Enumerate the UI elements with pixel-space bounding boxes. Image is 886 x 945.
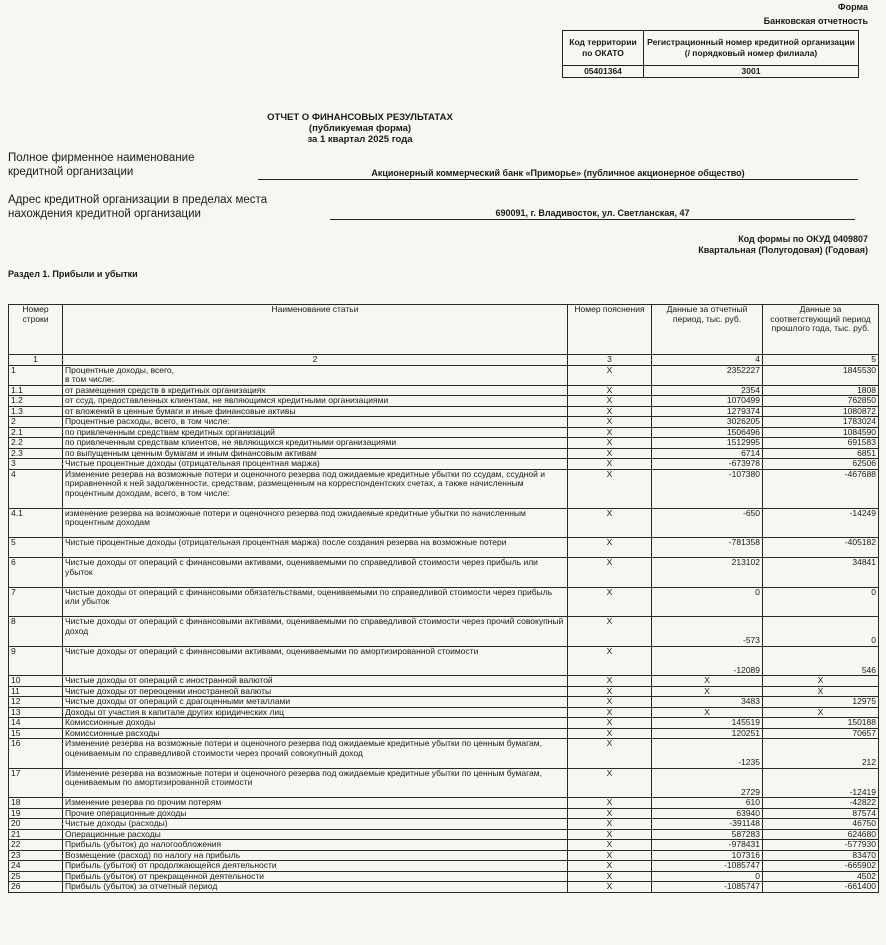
report-periodicity: Квартальная (Полугодовая) (Годовая)	[698, 245, 868, 255]
previous-period-cell: -14249	[763, 508, 879, 538]
current-period-cell: -391148	[652, 819, 763, 830]
previous-period-cell: 624680	[763, 829, 879, 840]
row-number-cell: 24	[9, 861, 63, 872]
regnum-header: Регистрационный номер кредитной организации (/ порядковый номер филиала)	[644, 31, 859, 66]
column-number: 4	[652, 355, 763, 366]
previous-period-cell: 1080872	[763, 406, 879, 417]
table-row	[9, 438, 879, 449]
item-name-cell: Чистые доходы от операций с финансовыми обязательствами, оцениваемыми по справедливой стоимости через прибыль или убыток	[63, 587, 568, 617]
note-cell: X	[568, 676, 652, 687]
item-name-cell: Изменение резерва на возможные потери и оценочного резерва под ожидаемые кредитные убытки по ценным бумагам, оцениваемым по справедливой стоимости через прочий совокупный доход	[63, 739, 568, 769]
note-cell: X	[568, 558, 652, 588]
current-period-cell: 63940	[652, 808, 763, 819]
note-cell: X	[568, 686, 652, 697]
item-name-cell: Чистые доходы от операций с драгоценными металлами	[63, 697, 568, 708]
row-number-cell: 2	[9, 417, 63, 428]
header-item-name: Наименование статьи	[63, 305, 568, 355]
item-name-cell: Чистые процентные доходы (отрицательная процентная маржа)	[63, 459, 568, 470]
note-cell: X	[568, 385, 652, 396]
header-row-number: Номер строки	[9, 305, 63, 355]
row-number-cell: 9	[9, 646, 63, 676]
item-name-cell: Чистые доходы от операций с иностранной валютой	[63, 676, 568, 687]
previous-period-cell: 1783024	[763, 417, 879, 428]
previous-period-cell: 150188	[763, 718, 879, 729]
previous-period-cell: 87574	[763, 808, 879, 819]
row-number-cell: 3	[9, 459, 63, 470]
item-name-cell: по привлеченным средствам клиентов, не являющихся кредитными организациями	[63, 438, 568, 449]
note-cell: X	[568, 469, 652, 508]
current-period-cell: 3026205	[652, 417, 763, 428]
current-period-cell: X	[652, 707, 763, 718]
column-number: 3	[568, 355, 652, 366]
okud-code: Код формы по ОКУД 0409807	[738, 234, 868, 244]
row-number-cell: 6	[9, 558, 63, 588]
note-cell: X	[568, 438, 652, 449]
current-period-cell: -12089	[652, 646, 763, 676]
previous-period-cell: 546	[763, 646, 879, 676]
item-name-cell: по выпущенным ценным бумагам и иным финансовым активам	[63, 448, 568, 459]
previous-period-cell: 4502	[763, 871, 879, 882]
current-period-cell: -1085747	[652, 882, 763, 893]
row-number-cell: 22	[9, 840, 63, 851]
table-row	[9, 676, 879, 687]
note-cell: X	[568, 448, 652, 459]
column-number: 1	[9, 355, 63, 366]
item-name-cell: Прочие операционные доходы	[63, 808, 568, 819]
note-cell: X	[568, 587, 652, 617]
item-name-cell: Доходы от участия в капитале других юридических лиц	[63, 707, 568, 718]
note-cell: X	[568, 646, 652, 676]
previous-period-cell: 1084590	[763, 427, 879, 438]
current-period-cell: -781358	[652, 538, 763, 558]
previous-period-cell: -12419	[763, 768, 879, 798]
previous-period-cell: 0	[763, 617, 879, 647]
current-period-cell: -107380	[652, 469, 763, 508]
form-label: Форма	[837, 2, 868, 12]
org-name-label-1: Полное фирменное наименование	[8, 152, 195, 164]
row-number-cell: 4	[9, 469, 63, 508]
current-period-cell: 2729	[652, 768, 763, 798]
table-row	[9, 448, 879, 459]
current-period-cell: -1235	[652, 739, 763, 769]
row-number-cell: 17	[9, 768, 63, 798]
row-number-cell: 4.1	[9, 508, 63, 538]
row-number-cell: 10	[9, 676, 63, 687]
item-name-cell: Чистые доходы (расходы)	[63, 819, 568, 830]
row-number-cell: 25	[9, 871, 63, 882]
org-address-label-1: Адрес кредитной организации в пределах места	[8, 194, 268, 206]
current-period-cell: -978431	[652, 840, 763, 851]
previous-period-cell: 34841	[763, 558, 879, 588]
current-period-cell: X	[652, 676, 763, 687]
note-cell: X	[568, 808, 652, 819]
table-row	[9, 587, 879, 617]
table-row	[9, 728, 879, 739]
previous-period-cell: 6851	[763, 448, 879, 459]
section-title: Раздел 1. Прибыли и убытки	[8, 269, 138, 279]
row-number-cell: 1	[9, 365, 63, 385]
table-row	[9, 871, 879, 882]
header-previous-period: Данные за соответствующий период прошлого года, тыс. руб.	[763, 305, 879, 355]
current-period-cell: X	[652, 686, 763, 697]
item-name-cell: Прибыль (убыток) до налогообложения	[63, 840, 568, 851]
current-period-cell: -1085747	[652, 861, 763, 872]
previous-period-cell: X	[763, 686, 879, 697]
okato-value: 05401364	[563, 66, 644, 78]
table-row	[9, 365, 879, 385]
current-period-cell: -650	[652, 508, 763, 538]
column-number: 5	[763, 355, 879, 366]
item-name-cell: Прибыль (убыток) за отчетный период	[63, 882, 568, 893]
reporting-type-label: Банковская отчетность	[763, 16, 868, 26]
table-row	[9, 739, 879, 769]
table-row	[9, 558, 879, 588]
org-name-label-2: кредитной организации	[8, 166, 134, 178]
okato-header: Код территории по ОКАТО	[563, 31, 644, 66]
item-name-cell: Чистые доходы от операций с финансовыми активами, оцениваемыми по справедливой стоимости через прочий совокупный доход	[63, 617, 568, 647]
previous-period-cell: -665902	[763, 861, 879, 872]
current-period-cell: -573	[652, 617, 763, 647]
table-row	[9, 882, 879, 893]
previous-period-cell: -405182	[763, 538, 879, 558]
table-row	[9, 508, 879, 538]
item-name-cell: Изменение резерва на возможные потери и оценочного резерва под ожидаемые кредитные убытки по ссудам, ссудной и приравненной к ней задолженности, средствам, размещенным на корреспондентских счетах, а также начисленным процентным доходам, всего, в том числе:	[63, 469, 568, 508]
previous-period-cell: 762850	[763, 396, 879, 407]
note-cell: X	[568, 829, 652, 840]
item-name-cell: от ссуд, предоставленных клиентам, не являющимся кредитными организациями	[63, 396, 568, 407]
note-cell: X	[568, 396, 652, 407]
row-number-cell: 7	[9, 587, 63, 617]
note-cell: X	[568, 617, 652, 647]
item-name-cell: Чистые процентные доходы (отрицательная процентная маржа) после создания резерва на возможные потери	[63, 538, 568, 558]
table-row	[9, 406, 879, 417]
row-number-cell: 2.1	[9, 427, 63, 438]
report-period: за 1 квартал 2025 года	[307, 134, 413, 145]
table-row	[9, 396, 879, 407]
table-row	[9, 850, 879, 861]
previous-period-cell: X	[763, 707, 879, 718]
note-cell: X	[568, 459, 652, 470]
note-cell: X	[568, 871, 652, 882]
table-row	[9, 798, 879, 809]
column-number: 2	[63, 355, 568, 366]
note-cell: X	[568, 538, 652, 558]
item-name-cell: Операционные расходы	[63, 829, 568, 840]
table-row	[9, 646, 879, 676]
current-period-cell: 2354	[652, 385, 763, 396]
note-cell: X	[568, 406, 652, 417]
row-number-cell: 21	[9, 829, 63, 840]
item-name-cell: Чистые доходы от переоценки иностранной валюты	[63, 686, 568, 697]
row-number-cell: 13	[9, 707, 63, 718]
row-number-cell: 23	[9, 850, 63, 861]
note-cell: X	[568, 427, 652, 438]
note-cell: X	[568, 508, 652, 538]
report-title: ОТЧЕТ О ФИНАНСОВЫХ РЕЗУЛЬТАТАХ	[267, 112, 453, 123]
current-period-cell: 3483	[652, 697, 763, 708]
row-number-cell: 15	[9, 728, 63, 739]
note-cell: X	[568, 861, 652, 872]
note-cell: X	[568, 882, 652, 893]
note-cell: X	[568, 798, 652, 809]
note-cell: X	[568, 365, 652, 385]
table-row	[9, 469, 879, 508]
previous-period-cell: 1845530	[763, 365, 879, 385]
row-number-cell: 1.3	[9, 406, 63, 417]
row-number-cell: 12	[9, 697, 63, 708]
table-row	[9, 819, 879, 830]
org-address-value: 690091, г. Владивосток, ул. Светланская, 47	[330, 208, 855, 220]
previous-period-cell: 0	[763, 587, 879, 617]
current-period-cell: 1506496	[652, 427, 763, 438]
current-period-cell: 1279374	[652, 406, 763, 417]
previous-period-cell: 70657	[763, 728, 879, 739]
current-period-cell: 2352227	[652, 365, 763, 385]
item-name-cell: изменение резерва на возможные потери и оценочного резерва под ожидаемые кредитные убытки по начисленным процентным доходам	[63, 508, 568, 538]
current-period-cell: 0	[652, 871, 763, 882]
org-address-label-2: нахождения кредитной организации	[8, 208, 201, 220]
current-period-cell: 6714	[652, 448, 763, 459]
regnum-value: 3001	[644, 66, 859, 78]
row-number-cell: 20	[9, 819, 63, 830]
current-period-cell: 587283	[652, 829, 763, 840]
previous-period-cell: 1808	[763, 385, 879, 396]
row-number-cell: 11	[9, 686, 63, 697]
table-header-row	[9, 305, 879, 355]
previous-period-cell: 62506	[763, 459, 879, 470]
item-name-cell: Комиссионные расходы	[63, 728, 568, 739]
previous-period-cell: 83470	[763, 850, 879, 861]
row-number-cell: 1.2	[9, 396, 63, 407]
row-number-cell: 1.1	[9, 385, 63, 396]
note-cell: X	[568, 417, 652, 428]
table-row	[9, 427, 879, 438]
previous-period-cell: 12975	[763, 697, 879, 708]
current-period-cell: -673978	[652, 459, 763, 470]
current-period-cell: 1070499	[652, 396, 763, 407]
row-number-cell: 5	[9, 538, 63, 558]
okato-table	[562, 30, 859, 78]
row-number-cell: 26	[9, 882, 63, 893]
org-name-value: Акционерный коммерческий банк «Приморье» (публичное акционерное общество)	[258, 168, 858, 180]
current-period-cell: 1512995	[652, 438, 763, 449]
note-cell: X	[568, 718, 652, 729]
current-period-cell: 145519	[652, 718, 763, 729]
table-row	[9, 538, 879, 558]
table-row	[9, 459, 879, 470]
table-row	[9, 808, 879, 819]
item-name-cell: Изменение резерва по прочим потерям	[63, 798, 568, 809]
item-name-cell: Процентные расходы, всего, в том числе:	[63, 417, 568, 428]
column-numbers-row	[9, 355, 879, 366]
item-name-cell: от вложений в ценные бумаги и иные финансовые активы	[63, 406, 568, 417]
item-name-cell: Прибыль (убыток) от продолжающейся деятельности	[63, 861, 568, 872]
row-number-cell: 2.2	[9, 438, 63, 449]
item-name-cell: Чистые доходы от операций с финансовыми активами, оцениваемыми по амортизированной стоимости	[63, 646, 568, 676]
note-cell: X	[568, 840, 652, 851]
note-cell: X	[568, 768, 652, 798]
current-period-cell: 120251	[652, 728, 763, 739]
row-number-cell: 2.3	[9, 448, 63, 459]
note-cell: X	[568, 819, 652, 830]
row-number-cell: 16	[9, 739, 63, 769]
item-name-cell: Изменение резерва на возможные потери и оценочного резерва под ожидаемые кредитные убытки по ценным бумагам, оцениваемым по амортизированной стоимости	[63, 768, 568, 798]
table-row	[9, 718, 879, 729]
note-cell: X	[568, 850, 652, 861]
current-period-cell: 610	[652, 798, 763, 809]
row-number-cell: 14	[9, 718, 63, 729]
header-current-period: Данные за отчетный период, тыс. руб.	[652, 305, 763, 355]
note-cell: X	[568, 728, 652, 739]
report-subtitle: (публикуемая форма)	[308, 123, 412, 134]
table-row	[9, 617, 879, 647]
table-row	[9, 417, 879, 428]
item-name-cell: по привлеченным средствам кредитных организаций	[63, 427, 568, 438]
table-row	[9, 840, 879, 851]
previous-period-cell: -467688	[763, 469, 879, 508]
row-number-cell: 8	[9, 617, 63, 647]
table-row	[9, 686, 879, 697]
note-cell: X	[568, 707, 652, 718]
previous-period-cell: -577930	[763, 840, 879, 851]
financial-results-table	[8, 304, 879, 893]
previous-period-cell: X	[763, 676, 879, 687]
previous-period-cell: -42822	[763, 798, 879, 809]
current-period-cell: 0	[652, 587, 763, 617]
table-row	[9, 829, 879, 840]
header-note-number: Номер пояснения	[568, 305, 652, 355]
item-name-cell: Прибыль (убыток) от прекращенной деятельности	[63, 871, 568, 882]
item-name-cell: Комиссионные доходы	[63, 718, 568, 729]
previous-period-cell: -661400	[763, 882, 879, 893]
row-number-cell: 19	[9, 808, 63, 819]
note-cell: X	[568, 739, 652, 769]
previous-period-cell: 46750	[763, 819, 879, 830]
table-row	[9, 707, 879, 718]
note-cell: X	[568, 697, 652, 708]
item-name-cell: Чистые доходы от операций с финансовыми активами, оцениваемыми по справедливой стоимости через прибыль или убыток	[63, 558, 568, 588]
current-period-cell: 107316	[652, 850, 763, 861]
previous-period-cell: 691583	[763, 438, 879, 449]
table-row	[9, 861, 879, 872]
item-name-cell: Возмещение (расход) по налогу на прибыль	[63, 850, 568, 861]
item-name-cell: Процентные доходы, всего, в том числе:	[63, 365, 568, 385]
table-row	[9, 768, 879, 798]
table-row	[9, 385, 879, 396]
item-name-cell: от размещения средств в кредитных организациях	[63, 385, 568, 396]
current-period-cell: 213102	[652, 558, 763, 588]
row-number-cell: 18	[9, 798, 63, 809]
previous-period-cell: 212	[763, 739, 879, 769]
table-row	[9, 697, 879, 708]
